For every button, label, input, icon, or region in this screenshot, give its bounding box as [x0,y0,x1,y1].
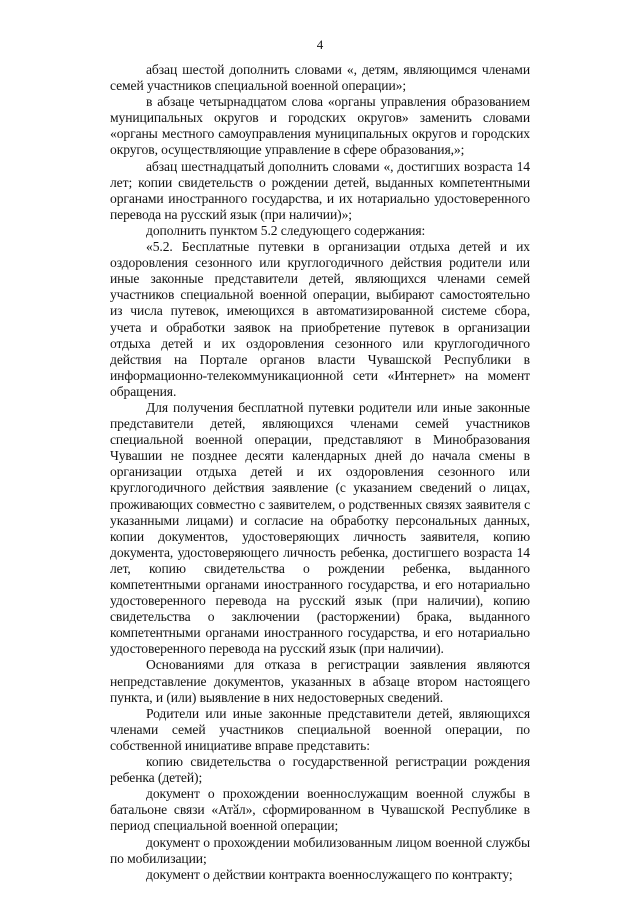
paragraph-3: абзац шестнадцатый дополнить словами «, достигших возраста 14 лет; копии свидетельств о рождении детей, выданных компетентными органами иностранного государства, и их нотариально удостоверенного перевода на русский язык (при наличии)»; [110,158,530,222]
paragraph-8: Родители или иные законные представители детей, являющихся членами семей участников специальной военной операции, по собственной инициативе вправе представить: [110,705,530,753]
paragraph-9: копию свидетельства о государственной регистрации рождения ребенка (детей); [110,754,530,786]
page-number: 4 [316,37,324,52]
paragraph-4: дополнить пунктом 5.2 следующего содержания: [146,222,426,238]
paragraph-6: Для получения бесплатной путевки родители или иные законные представители детей, являющихся членами семей участников специальной военной операции, представляют в Минобразования Чувашии не позднее десяти календарных дней до начала смены в организации отдыха детей и их оздоровления сезонного или круглогодичного действия заявление (с указанием сведений о лицах, проживающих совместно с заявителем, о родственных связях заявителя с указанными лицами) и согласие на обработку персональных данных, копии документов, удостоверяющих личность заявителя, копию документа, удостоверяющего личность ребенка, достигшего возраста 14 лет, копию свидетельства о рождении ребенка, выданного компетентными органами иностранного государства, и его нотариально удостоверенного перевода на русский язык (при наличии), копию свидетельства о заключении (расторжении) брака, выданного компетентными органами иностранного государства, и его нотариально удостоверенного перевода на русский язык (при наличии). [110,399,530,657]
paragraph-10: документ о прохождении военнослужащим военной службы в батальоне связи «Атӑл», сформированном в Чувашской Республике в период специальной военной операции; [110,786,530,834]
paragraph-2: в абзаце четырнадцатом слова «органы управления образованием муниципальных округов и городских округов» заменить словами «органы местного самоуправления муниципальных округов и городских округов, осуществляющие управление в сфере образования,»; [110,94,530,158]
paragraph-11: документ о прохождении мобилизованным лицом военной службы по мобилизации; [110,834,530,866]
paragraph-12: документ о действии контракта военнослужащего по контракту; [146,866,513,882]
paragraph-1: абзац шестой дополнить словами «, детям, являющимся членами семей участников специальной военной операции»; [110,62,530,94]
paragraph-7: Основаниями для отказа в регистрации заявления являются непредставление документов, указанных в абзаце втором настоящего пункта, и (или) выявление в них недостоверных сведений. [110,657,530,705]
document-body [110,62,530,883]
paragraph-5: «5.2. Бесплатные путевки в организации отдыха детей и их оздоровления сезонного или круглогодичного действия родители или иные законные представители детей, являющихся членами семей участников специальной военной операции, выбирают самостоятельно из числа путевок, имеющихся в автоматизированной системе сбора, учета и обработки заявок на приобретение путевок в организации отдыха детей и их оздоровления сезонного или круглогодичного действия на Портале органов власти Чувашской Республики в информационно-телекоммуникационной сети «Интернет» на момент обращения. [110,239,530,399]
